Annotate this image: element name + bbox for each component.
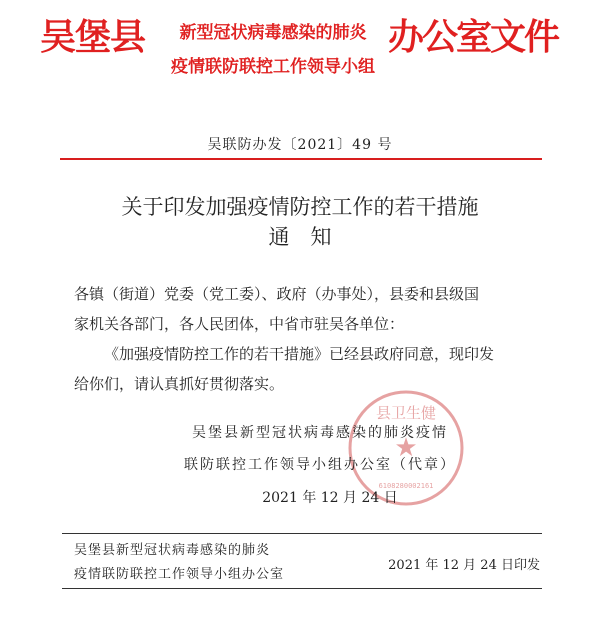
footer-issuer-line1: 吴堡县新型冠状病毒感染的肺炎 [74, 543, 271, 558]
footer-divider-bottom [62, 588, 542, 589]
header-middle-line1: 新型冠状病毒感染的肺炎 [179, 23, 367, 43]
signature-line1: 吴堡县新型冠状病毒感染的肺炎疫情 [192, 425, 448, 441]
header-divider [60, 158, 542, 160]
signature-date: 2021 年 12 月 24 日 [262, 490, 398, 506]
addressees-line1: 各镇（街道）党委（党工委）、政府（办事处），县委和县级国 [74, 285, 480, 303]
document-title-line1: 关于印发加强疫情防控工作的若干措施 [121, 195, 479, 219]
header-middle-line2: 疫情联防联控工作领导小组 [171, 57, 375, 77]
header-right-title: 办公室文件 [388, 17, 559, 58]
footer-issuer-line2: 疫情联防联控工作领导小组办公室 [74, 567, 285, 582]
body-line2: 给你们，请认真抓好贯彻落实。 [74, 375, 285, 393]
footer-issue-date: 2021 年 12 月 24 日印发 [388, 558, 540, 573]
body-line1: 《加强疫情防控工作的若干措施》已经县政府同意，现印发 [104, 345, 495, 363]
seal-top-text: 县卫生健 [375, 404, 437, 422]
addressees-line2: 家机关各部门，各人民团体，中省市驻吴各单位： [74, 315, 405, 333]
seal-serial: 6108280002161 [378, 482, 434, 490]
footer-divider-top [62, 533, 542, 534]
document-number: 吴联防办发〔2021〕49 号 [207, 137, 393, 153]
signature-line2: 联防联控工作领导小组办公室（代章） [184, 457, 456, 473]
seal-star: ★ [394, 433, 418, 463]
document-title-line2: 通 知 [268, 225, 332, 249]
header-left-title: 吴堡县 [40, 17, 146, 58]
